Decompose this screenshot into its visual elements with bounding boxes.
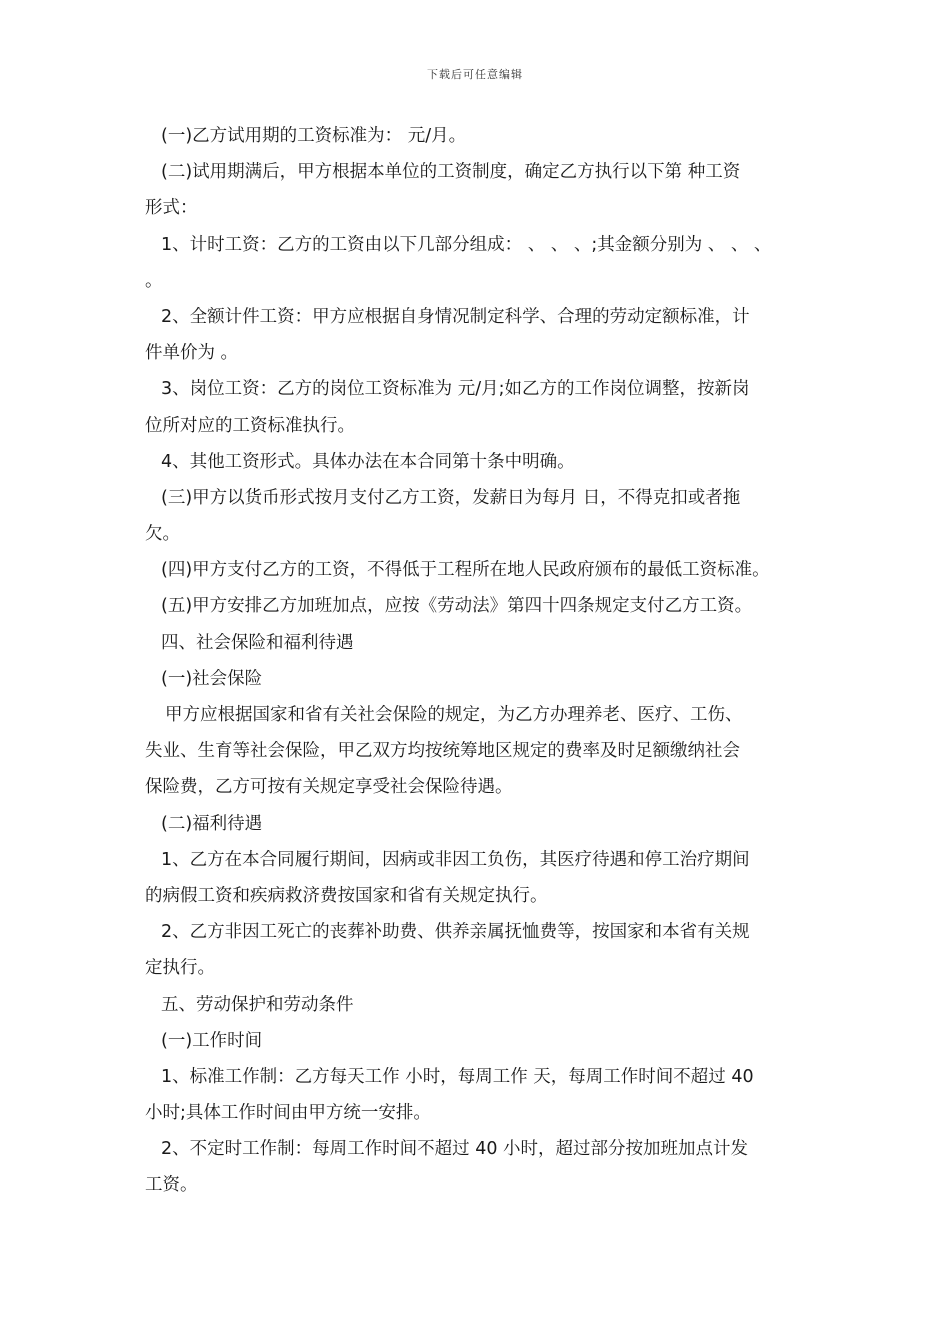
text-line: 小时;具体工作时间由甲方统一安排。 [145, 1103, 431, 1124]
text-line: 甲方应根据国家和省有关社会保险的规定，为乙方办理养老、医疗、工伤、 [165, 705, 743, 725]
text-line: 1、乙方在本合同履行期间，因病或非因工负伤，其医疗待遇和停工治疗期间 [161, 849, 750, 870]
text-line: (一)社会保险 [161, 668, 263, 689]
text-line: 2、乙方非因工死亡的丧葬补助费、供养亲属抚恤费等，按国家和本省有关规 [161, 922, 750, 943]
text-line: 工资。 [145, 1175, 198, 1196]
text-line: (三)甲方以货币形式按月支付乙方工资，发薪日为每月 日，不得克扣或者拖 [161, 487, 741, 508]
text-line: 定执行。 [145, 958, 215, 979]
text-line: (二)试用期满后，甲方根据本单位的工资制度，确定乙方执行以下第 种工资 [161, 162, 741, 183]
text-line: 保险费，乙方可按有关规定享受社会保险待遇。 [145, 777, 513, 798]
text-line: (一)乙方试用期的工资标准为： 元/月。 [161, 126, 467, 146]
text-line: 的病假工资和疾病救济费按国家和省有关规定执行。 [145, 885, 548, 906]
text-line: (一)工作时间 [161, 1030, 263, 1051]
text-line: (五)甲方安排乙方加班加点，应按《劳动法》第四十四条规定支付乙方工资。 [161, 596, 753, 617]
page-header: 下载后可任意编辑 [427, 68, 523, 81]
text-line: 形式： [145, 198, 198, 219]
text-line: (四)甲方支付乙方的工资，不得低于工程所在地人民政府颁布的最低工资标准。 [161, 560, 770, 581]
document-body [145, 118, 820, 1204]
text-line: 2、不定时工作制：每周工作时间不超过 40 小时，超过部分按加班加点计发 [161, 1139, 749, 1160]
text-line: 四、社会保险和福利待遇 [161, 632, 354, 653]
text-line: 位所对应的工资标准执行。 [145, 415, 355, 436]
text-line: 失业、生育等社会保险，甲乙双方均按统筹地区规定的费率及时足额缴纳社会 [145, 741, 740, 762]
text-line: 欠。 [145, 524, 180, 545]
text-line: 1、标准工作制：乙方每天工作 小时，每周工作 天，每周工作时间不超过 40 [161, 1066, 754, 1087]
text-line: (二)福利待遇 [161, 813, 263, 834]
text-line: 。 [145, 270, 163, 291]
text-line: 3、岗位工资：乙方的岗位工资标准为 元/月;如乙方的工作岗位调整，按新岗 [161, 379, 750, 400]
text-line: 2、全额计件工资：甲方应根据自身情况制定科学、合理的劳动定额标准，计 [161, 306, 750, 327]
text-line: 4、其他工资形式。具体办法在本合同第十条中明确。 [161, 451, 575, 472]
text-line: 五、劳动保护和劳动条件 [161, 994, 354, 1015]
text-line: 1、计时工资：乙方的工资由以下几部分组成： 、 、 、;其金额分别为 、 、 、 [161, 234, 772, 255]
text-line: 件单价为 。 [145, 343, 239, 364]
